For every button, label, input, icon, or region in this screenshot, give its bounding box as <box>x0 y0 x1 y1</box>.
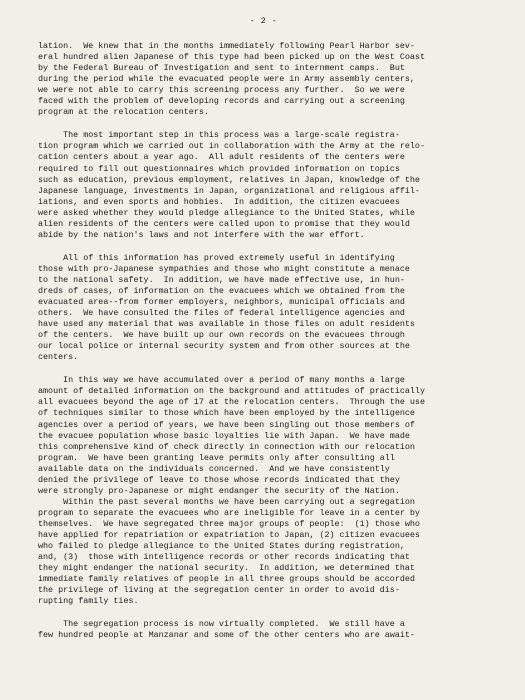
text-line: alien residents of the centers were called upon to promise that they would <box>38 218 410 229</box>
paragraph-gap <box>38 118 489 130</box>
paragraph-2 <box>38 130 489 240</box>
text-line: Japanese language, investments in Japan, organizational and religious affil- <box>38 185 420 196</box>
text-line: faced with the problem of developing records and carrying out a screening <box>38 96 405 107</box>
text-line: by the Federal Bureau of Investigation and sent to internment camps. But <box>38 63 405 74</box>
paragraph-gap <box>38 241 489 253</box>
text-line: this comprehensive kind of check directly in connection with our relocation <box>38 441 415 452</box>
text-line: were strongly pro-Japanese or might endanger the security of the Nation. <box>38 485 400 496</box>
text-line: agencies over a period of years, we have been singling out those members of <box>38 419 415 430</box>
text-line: immediate family relatives of people in all three groups should be accorded <box>38 574 415 585</box>
text-line: those with pro-Japanese sympathies and those who might constitute a menace <box>38 263 410 274</box>
paragraph-1 <box>38 41 489 118</box>
text-line: such as education, previous employment, relatives in Japan, knowledge of the <box>38 174 420 185</box>
text-line: program to separate the evacuees who are ineligible for leave in a center by <box>38 507 420 518</box>
text-line: dreds of cases, of information on the evacuees which we obtained from the <box>38 285 405 296</box>
text-line: were asked whether they would pledge allegiance to the United States, while <box>38 207 415 218</box>
text-line: available data on the individuals concerned. And we have consistently <box>38 463 390 474</box>
text-line: The most important step in this process was a large-scale registra- <box>38 130 400 141</box>
text-line: Within the past several months we have been carrying out a segregation <box>38 496 415 507</box>
text-line: to the national safety. In addition, we have made effective use, in hun- <box>38 274 405 285</box>
text-line: All of this information has proved extremely useful in identifying <box>38 252 395 263</box>
text-line: few hundred people at Manzanar and some of the other centers who are await- <box>38 630 415 641</box>
text-line: denied the privilege of leave to those whose records indicated that they <box>38 474 400 485</box>
page-number: - 2 - <box>249 16 278 26</box>
text-line: In this way we have accumulated over a period of many months a large <box>38 375 405 386</box>
text-line: who failed to pledge allegiance to the United States during registration, <box>38 541 405 552</box>
text-line: evacuated area--from former employers, neighbors, municipal officials and <box>38 297 405 308</box>
text-line: amount of detailed information on the background and attitudes of practically <box>38 386 425 397</box>
text-line: our local police or internal security system and from other sources at the <box>38 341 410 352</box>
text-line: they might endanger the national security. In addition, we determined that <box>38 563 415 574</box>
text-line: the privilege of living at the segregation center in order to avoid dis- <box>38 585 400 596</box>
paragraph-gap <box>38 363 489 375</box>
text-line: lation. We knew that in the months immediately following Pearl Harbor sev- <box>38 41 415 52</box>
text-line: iations, and even sports and hobbies. In addition, the citizen evacuees <box>38 196 400 207</box>
text-line: of techniques similar to those which have been employed by the intelligence <box>38 408 415 419</box>
text-line: others. We have consulted the files of federal intelligence agencies and <box>38 308 405 319</box>
text-line: rupting family ties. <box>38 596 139 607</box>
paragraph-3 <box>38 253 489 363</box>
text-line: themselves. We have segregated three major groups of people: (1) those who <box>38 518 420 529</box>
text-line: required to fill out questionnaires which provided information on topics <box>38 163 400 174</box>
text-line: tion program which we carried out in collaboration with the Army at the relo- <box>38 141 425 152</box>
text-line: have used any material that was available in those files on adult residents <box>38 319 415 330</box>
text-line: have applied for repatriation or expatriation to Japan, (2) citizen evacuees <box>38 529 420 540</box>
text-line: centers. <box>38 352 79 363</box>
text-line: The segregation process is now virtually completed. We still have a <box>38 619 405 630</box>
text-line: the evacuee population whose basic loyalties lie with Japan. We have made <box>38 430 410 441</box>
text-line: we were not able to carry this screening process any further. So we were <box>38 85 405 96</box>
text-line: all evacuees beyond the age of 17 at the relocation centers. Through the use <box>38 397 425 408</box>
text-line: of the centers. We have built up our own records on the evacuees through <box>38 330 405 341</box>
text-line: abide by the nation's laws and not interfere with the war effort. <box>38 229 365 240</box>
text-line: and, (3) those with intelligence records or other records indicating that <box>38 552 410 563</box>
text-line: program. We have been granting leave permits only after consulting all <box>38 452 395 463</box>
text-line: eral hundred alien Japanese of this type had been picked up on the West Coast <box>38 52 425 63</box>
text-line: cation centers about a year ago. All adult residents of the centers were <box>38 152 405 163</box>
paragraph-4 <box>38 375 489 607</box>
paragraph-gap <box>38 607 489 619</box>
paragraph-5 <box>38 619 489 641</box>
text-line: during the period while the evacuated people were in Army assembly centers, <box>38 74 415 85</box>
text-line: program at the relocation centers. <box>38 107 209 118</box>
